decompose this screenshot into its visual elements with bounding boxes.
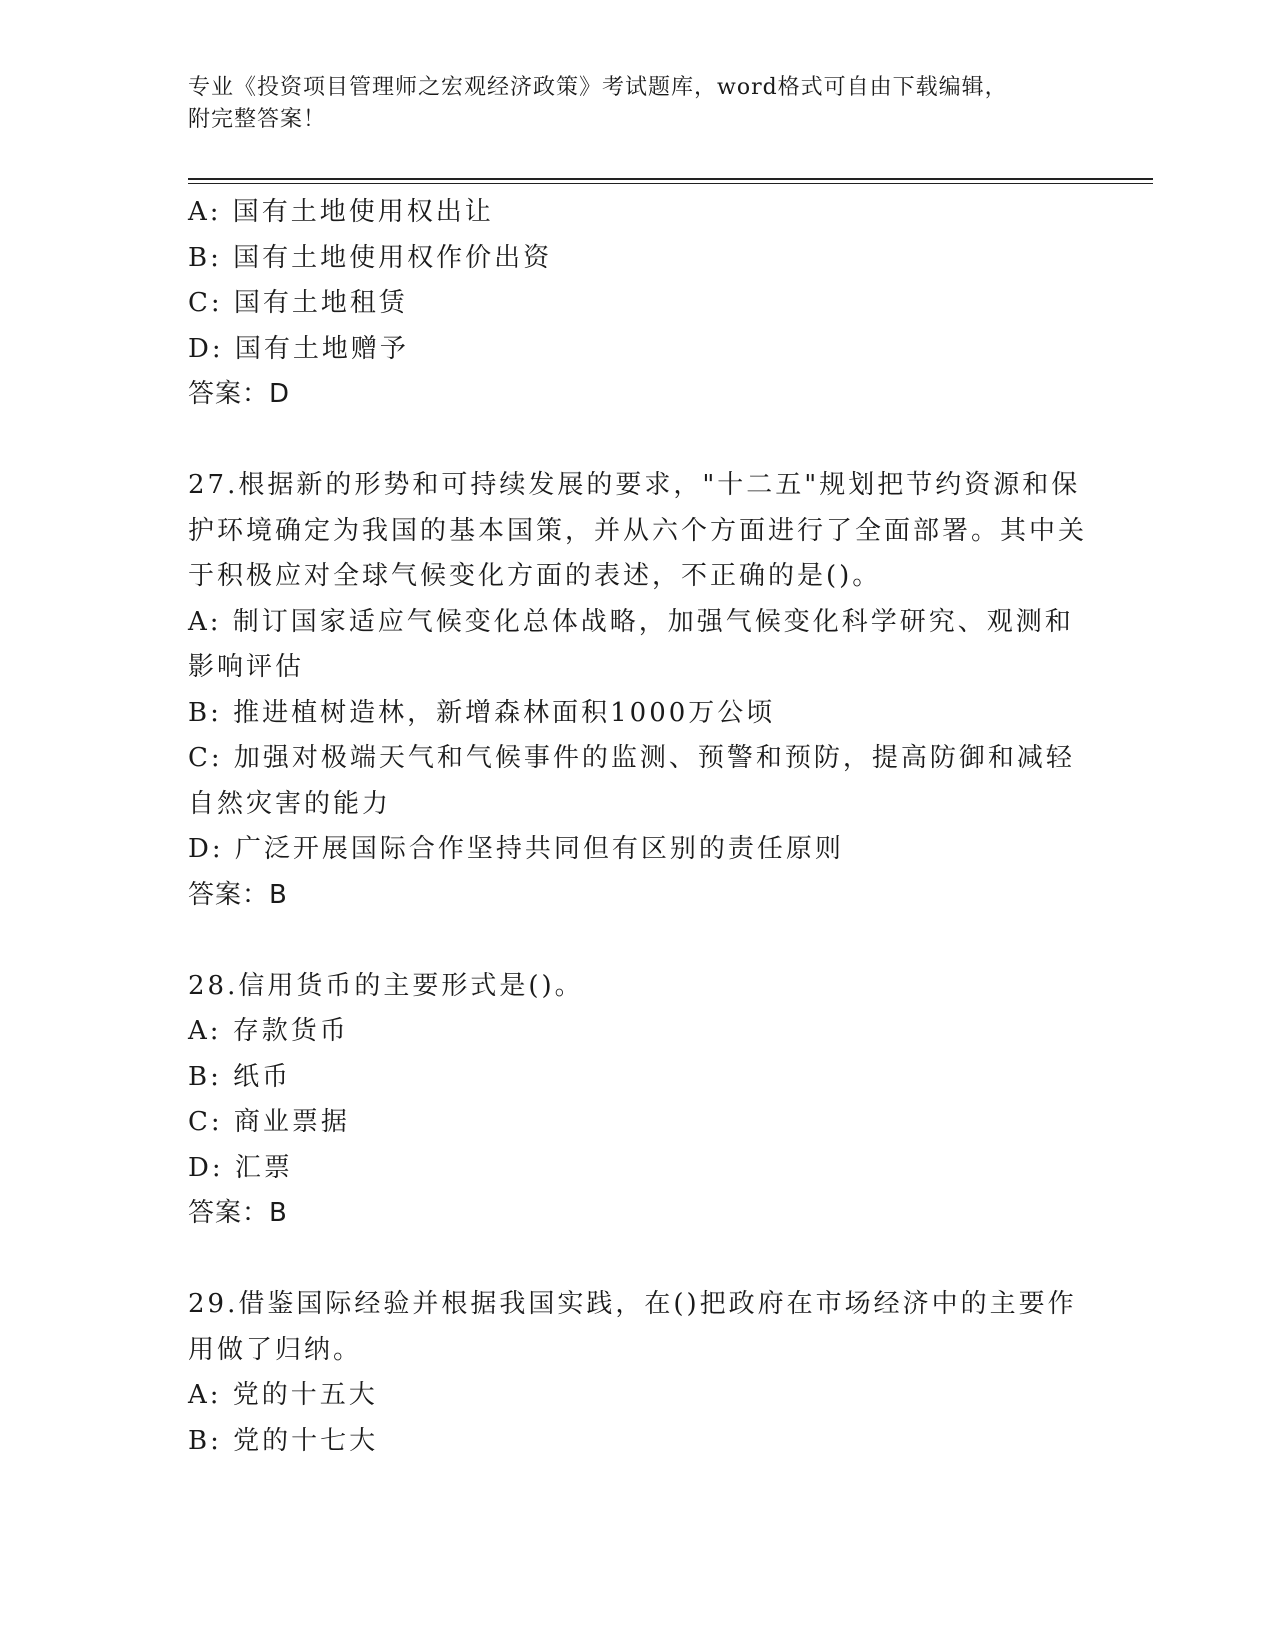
spacer [188,418,1088,464]
option-d: D: 汇票 [188,1152,293,1183]
document-header [188,72,1088,136]
answer-line: 答案：B [188,879,288,910]
question-text: 29.借鉴国际经验并根据我国实践，在()把政府在市场经济中的主要作用做了归纳。 [188,1289,1077,1365]
question-block-27 [188,463,1088,918]
question-block-28 [188,964,1088,1237]
option-c: C: 国有土地租赁 [188,288,408,318]
option-d: D: 广泛开展国际合作坚持共同但有区别的责任原则 [188,834,844,864]
option-c: C: 商业票据 [188,1107,350,1137]
spacer [188,918,1088,964]
option-c: C: 加强对极端天气和气候事件的监测、预警和预防，提高防御和减轻自然灾害的能力 [188,743,1075,819]
spacer [188,1237,1088,1283]
option-a: A: 国有土地使用权出让 [188,197,494,227]
option-a: A: 制订国家适应气候变化总体战略，加强气候变化科学研究、观测和影响评估 [188,606,1074,682]
option-d: D: 国有土地赠予 [188,333,409,364]
answer-line: 答案：B [188,1198,288,1228]
header-line-2: 附完整答案！ [188,107,327,132]
question-block-26 [188,190,1088,418]
question-block-29 [188,1282,1088,1464]
option-b: B: 国有土地使用权作价出资 [188,242,553,273]
question-text: 28.信用货币的主要形式是()。 [188,970,584,1001]
header-line-1: 专业《投资项目管理师之宏观经济政策》考试题库，word格式可自由下载编辑， [188,75,1008,100]
answer-line: 答案：D [188,379,291,409]
question-text: 27.根据新的形势和可持续发展的要求，"十二五"规划把节约资源和保护环境确定为我国的基本国策，并从六个方面进行了全面部署。其中关于积极应对全球气候变化方面的表述，不正确的是()。 [188,470,1088,591]
option-b: B: 党的十七大 [188,1425,379,1456]
header-divider-thin [188,183,1153,184]
option-a: A: 党的十五大 [188,1380,378,1410]
option-b: B: 纸币 [188,1061,292,1092]
question-list [188,190,1088,1464]
option-b: B: 推进植树造林，新增森林面积1000万公顷 [188,697,776,728]
header-divider-thick [188,178,1153,180]
option-a: A: 存款货币 [188,1016,349,1046]
